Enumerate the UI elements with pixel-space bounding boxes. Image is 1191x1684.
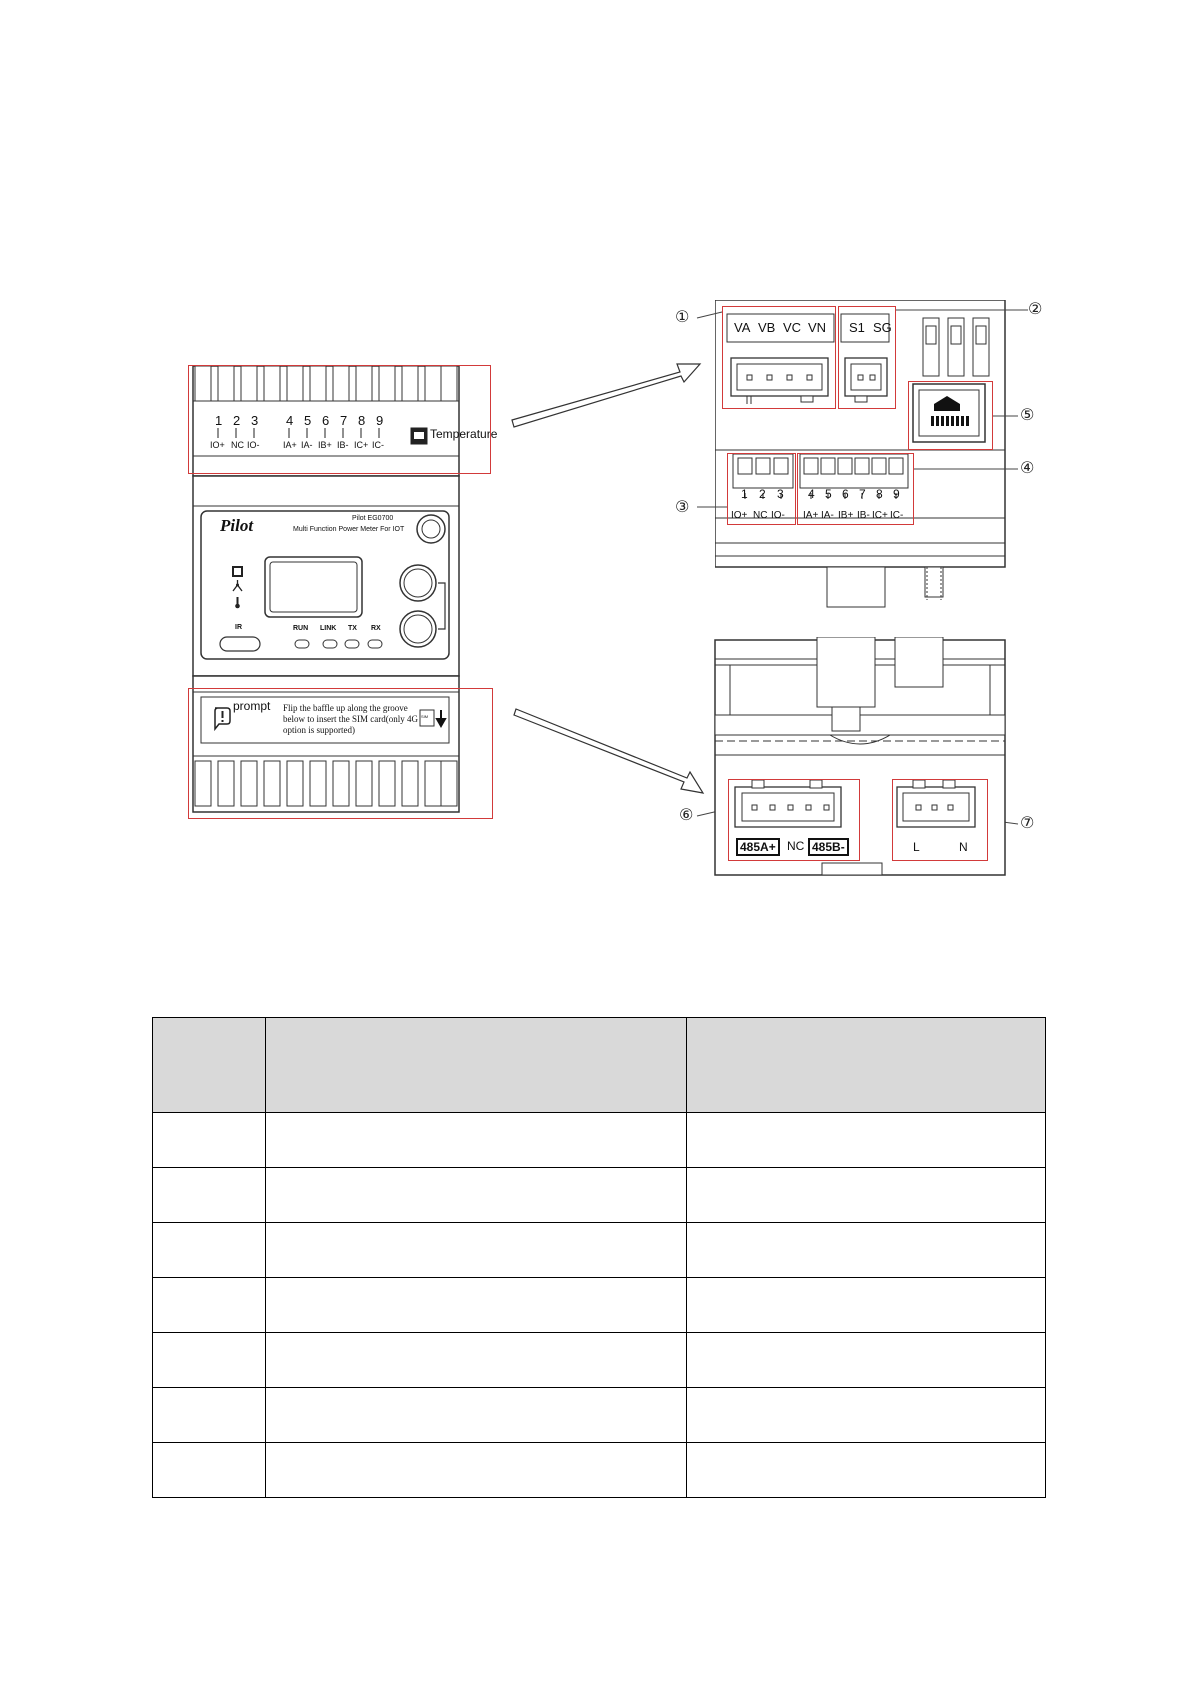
- prompt-text-line1: Flip the baffle up along the groove: [283, 703, 408, 713]
- current-number-5: 5: [825, 487, 832, 501]
- callout-7: ⑦: [1020, 813, 1035, 832]
- callout-2: ②: [1028, 299, 1043, 318]
- table-cell: [153, 1443, 266, 1498]
- highlight-current-terminal: [797, 453, 914, 525]
- current-number-8: 8: [876, 487, 883, 501]
- led-label-tx: TX: [348, 625, 357, 632]
- io-label-io-plus: IO+: [731, 510, 748, 521]
- table-row: [153, 1113, 1046, 1168]
- led-label-link: LINK: [320, 625, 337, 632]
- callout-4: ④: [1020, 458, 1035, 477]
- io-number-2: 2: [759, 487, 766, 501]
- voltage-label-vb: VB: [758, 320, 776, 335]
- led-label-run: RUN: [293, 625, 309, 632]
- prompt-text-line2: below to insert the SIM card(only 4G: [283, 714, 418, 724]
- io-number-1: 1: [741, 487, 748, 501]
- power-l-label: L: [913, 840, 920, 854]
- table-cell: [266, 1113, 687, 1168]
- table-cell: [266, 1333, 687, 1388]
- voltage-label-vc: VC: [783, 320, 802, 335]
- table-cell: [153, 1278, 266, 1333]
- io-number-3: 3: [777, 487, 784, 501]
- top-terminal-label-nc: NC: [231, 440, 244, 450]
- highlight-io-terminal: [727, 453, 796, 525]
- callout-3: ③: [675, 497, 690, 516]
- callout-1: ①: [675, 307, 690, 326]
- current-label-ic-minus: IC-: [890, 510, 904, 521]
- table-header-row: [153, 1018, 1046, 1113]
- io-label-nc: NC: [753, 510, 768, 521]
- table-cell: [266, 1388, 687, 1443]
- sg-label: SG: [873, 320, 892, 335]
- terminal-table: [152, 1017, 1046, 1498]
- arrow-to-top-view: [512, 364, 700, 427]
- sim-label: SIM: [421, 714, 429, 719]
- table-cell: [153, 1113, 266, 1168]
- top-terminal-number-5: 5: [304, 413, 312, 428]
- top-terminal-number-4: 4: [286, 413, 294, 428]
- table-cell: [266, 1278, 687, 1333]
- table-header-cell: [266, 1018, 687, 1113]
- prompt-label: prompt: [233, 699, 271, 713]
- top-terminal-label-ia-plus: IA+: [283, 440, 297, 450]
- highlight-voltage-terminal: [722, 306, 836, 409]
- table-cell: [266, 1223, 687, 1278]
- rs485-nc-label: NC: [787, 839, 805, 853]
- table-header-cell: [153, 1018, 266, 1113]
- table-cell: [687, 1388, 1046, 1443]
- prompt-text-line3: option is supported): [283, 725, 355, 735]
- top-terminal-number-8: 8: [358, 413, 366, 428]
- s1-label: S1: [849, 320, 865, 335]
- table-cell: [266, 1443, 687, 1498]
- table-cell: [687, 1113, 1046, 1168]
- model-label: Pilot EG0700: [352, 515, 394, 522]
- top-terminal-number-3: 3: [251, 413, 259, 428]
- current-label-ib-plus: IB+: [838, 510, 854, 521]
- highlight-top-terminal: [188, 365, 491, 474]
- ir-label: IR: [235, 624, 242, 631]
- current-label-ib-minus: IB-: [857, 510, 870, 521]
- top-terminal-label-ib-minus: IB-: [337, 440, 349, 450]
- table-cell: [687, 1223, 1046, 1278]
- arrow-to-bottom-view: [514, 709, 703, 793]
- current-number-9: 9: [893, 487, 900, 501]
- table-cell: [687, 1168, 1046, 1223]
- table-header-cell: [687, 1018, 1046, 1113]
- table-cell: [687, 1443, 1046, 1498]
- callout-5: ⑤: [1020, 405, 1035, 424]
- power-n-label: N: [959, 840, 968, 854]
- top-terminal-label-ib-plus: IB+: [318, 440, 332, 450]
- highlight-power-terminal: [892, 779, 988, 861]
- table-row: [153, 1168, 1046, 1223]
- table-cell: [687, 1278, 1046, 1333]
- table-row: [153, 1333, 1046, 1388]
- table-cell: [153, 1168, 266, 1223]
- table-row: [153, 1278, 1046, 1333]
- current-label-ia-minus: IA-: [821, 510, 834, 521]
- voltage-label-vn: VN: [808, 320, 827, 335]
- rs485-a-label: 485A+: [736, 838, 780, 856]
- voltage-label-va: VA: [734, 320, 751, 335]
- io-label-io-minus: IO-: [771, 510, 785, 521]
- temperature-label: Temperature: [430, 427, 498, 441]
- current-number-4: 4: [808, 487, 815, 501]
- top-terminal-number-7: 7: [340, 413, 348, 428]
- top-terminal-number-9: 9: [376, 413, 384, 428]
- rs485-b-label: 485B-: [808, 838, 849, 856]
- highlight-rj45-port: [908, 381, 993, 450]
- subtitle-label: Multi Function Power Meter For IOT: [293, 526, 405, 533]
- table-cell: [687, 1333, 1046, 1388]
- current-label-ia-plus: IA+: [803, 510, 819, 521]
- highlight-rs485-terminal: [728, 779, 860, 861]
- current-number-7: 7: [859, 487, 866, 501]
- table-cell: [153, 1333, 266, 1388]
- highlight-bottom-section: [188, 688, 493, 819]
- table-cell: [153, 1223, 266, 1278]
- top-terminal-number-2: 2: [233, 413, 241, 428]
- current-label-ic-plus: IC+: [872, 510, 888, 521]
- top-terminal-number-1: 1: [215, 413, 223, 428]
- table-row: [153, 1223, 1046, 1278]
- table-cell: [266, 1168, 687, 1223]
- top-terminal-label-io-minus: IO-: [247, 440, 260, 450]
- callout-6: ⑥: [679, 805, 694, 824]
- top-terminal-label-ia-minus: IA-: [301, 440, 313, 450]
- top-terminal-label-io-plus: IO+: [210, 440, 225, 450]
- led-label-rx: RX: [371, 625, 381, 632]
- top-terminal-number-6: 6: [322, 413, 330, 428]
- table-row: [153, 1443, 1046, 1498]
- highlight-s1-sg-terminal: [838, 306, 896, 409]
- table-row: [153, 1388, 1046, 1443]
- current-number-6: 6: [842, 487, 849, 501]
- top-terminal-label-ic-plus: IC+: [354, 440, 369, 450]
- top-terminal-label-ic-minus: IC-: [372, 440, 384, 450]
- brand-logo: Pilot: [220, 516, 254, 535]
- table-cell: [153, 1388, 266, 1443]
